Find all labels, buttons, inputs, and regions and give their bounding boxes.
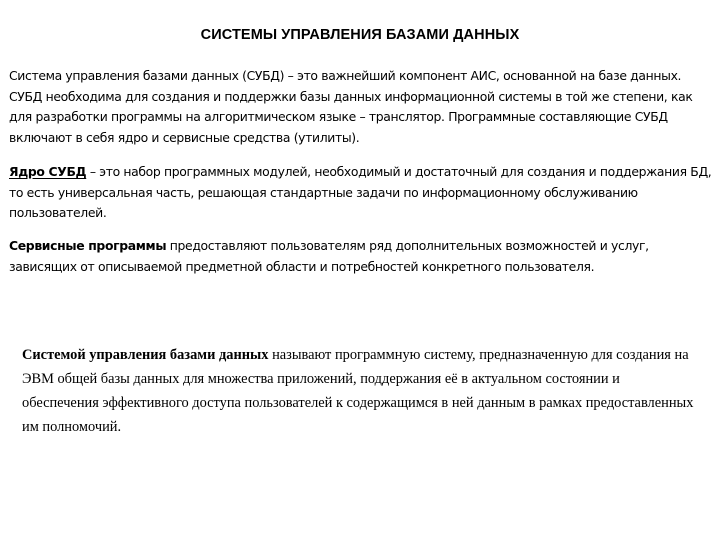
- definition-term: Системой управления базами данных: [22, 347, 269, 363]
- utilities-term: Сервисные программы: [9, 238, 167, 253]
- kernel-paragraph: [9, 162, 717, 224]
- definition-text: называют программную систему, предназначенную для создания на ЭВМ общей базы данных для множества приложений, поддержания её в актуальном состоянии и обеспечения эффективного доступа пользователей к содержащимся в ней данным в рамках предоставленных им полномочий.: [22, 347, 694, 435]
- definition-paragraph: [22, 343, 694, 439]
- utilities-text: предоставляют пользователям ряд дополнительных возможностей и услуг, зависящих от описываемой предметной области и потребностей конкретного пользователя.: [9, 238, 649, 274]
- kernel-text: – это набор программных модулей, необходимый и достаточный для создания и поддержания БД, то есть универсальная часть, решающая стандартные задачи по информационному обслуживанию пользователей.: [9, 164, 712, 220]
- kernel-term: Ядро СУБД: [9, 164, 87, 179]
- utilities-paragraph: [9, 236, 717, 277]
- intro-paragraph: Система управления базами данных (СУБД) – это важнейший компонент АИС, основанной на базе данных. СУБД необходима для создания и поддержки базы данных информационной системы в той же степени, как для разработки программы на алгоритмическом языке – транслятор. Программные составляющие СУБД включают в себя ядро и сервисные средства (утилиты).: [9, 68, 693, 145]
- page-title: СИСТЕМЫ УПРАВЛЕНИЯ БАЗАМИ ДАННЫХ: [200, 27, 520, 43]
